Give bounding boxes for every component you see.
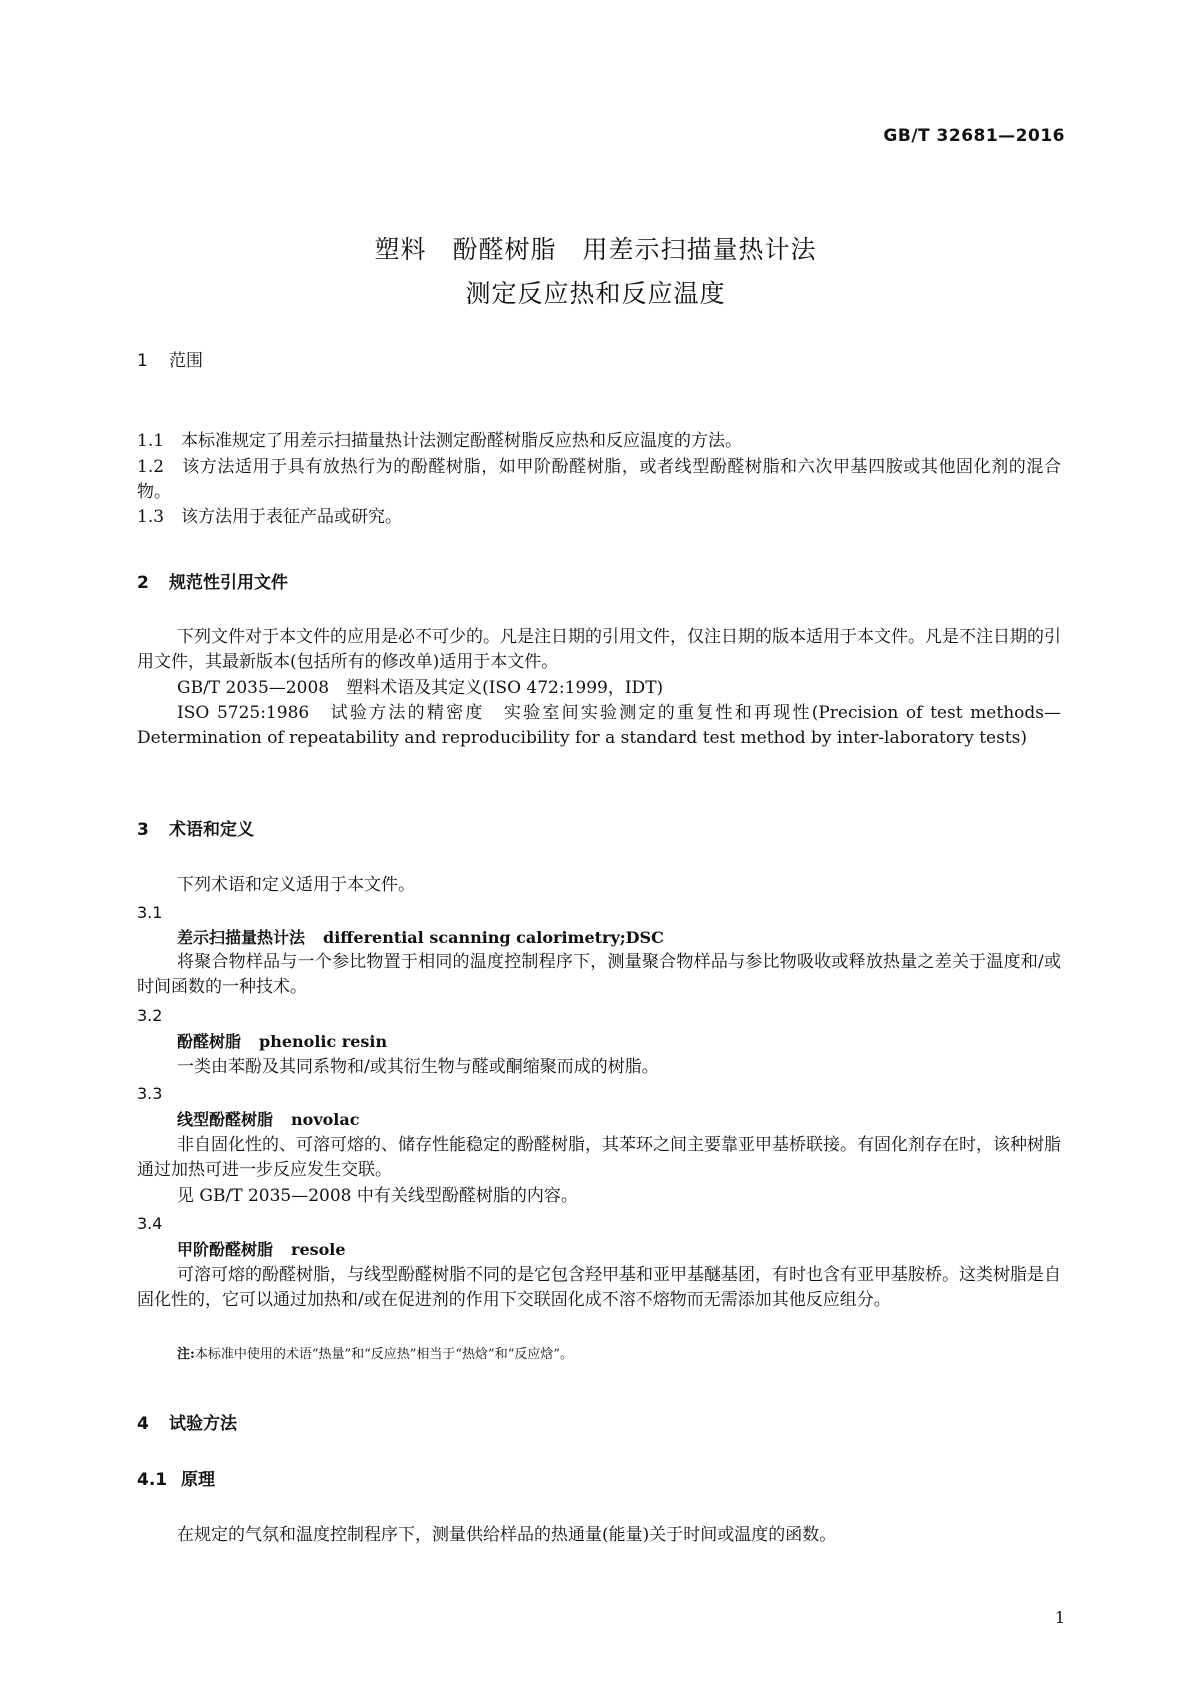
term-3-2 xyxy=(177,1029,387,1052)
term-3-3-number: 3.3 xyxy=(137,1084,163,1103)
section-2-heading xyxy=(137,568,288,593)
term-3-3-see-also: 见 GB/T 2035—2008 中有关线型酚醛树脂的内容。 xyxy=(177,1186,578,1206)
section-number: 4 xyxy=(137,1414,149,1434)
subsection-number: 4.1 xyxy=(137,1470,168,1490)
term-3-1-definition: 将聚合物样品与一个参比物置于相同的温度控制程序下，测量聚合物样品与参比物吸收或释放热量之差关于温度和/或时间函数的一种技术。 xyxy=(137,952,1061,997)
page-number: 1 xyxy=(1054,1608,1065,1627)
normative-reference-1: GB/T 2035—2008 塑料术语及其定义(ISO 472:1999，IDT) xyxy=(177,678,664,698)
section-3-heading xyxy=(137,815,254,840)
term-english: novolac xyxy=(291,1110,360,1129)
subsection-title: 原理 xyxy=(181,1470,215,1490)
clause-1-1: 1.1 本标准规定了用差示扫描量热计法测定酚醛树脂反应热和反应温度的方法。 xyxy=(137,431,743,451)
section-title: 规范性引用文件 xyxy=(169,573,288,593)
section-title: 试验方法 xyxy=(169,1414,237,1434)
normative-reference-2: ISO 5725:1986 试验方法的精密度 实验室间实验测定的重复性和再现性(Precision of test methods—Determination of repeatability and reproducibility for a standard test method by inter-laboratory tests) xyxy=(137,703,1061,748)
section-4-heading xyxy=(137,1409,237,1434)
term-english: phenolic resin xyxy=(259,1032,388,1051)
term-3-4-definition: 可溶可熔的酚醛树脂，与线型酚醛树脂不同的是它包含羟甲基和亚甲基醚基团，有时也含有亚甲基胺桥。这类树脂是自固化性的，它可以通过加热和/或在促进剂的作用下交联固化成不溶不熔物而无需添加其他反应组分。 xyxy=(137,1265,1061,1310)
term-3-2-number: 3.2 xyxy=(137,1006,163,1025)
note-text: 本标准中使用的术语“热量”和“反应热”相当于“热焓”和“反应焓”。 xyxy=(194,1347,573,1362)
section-number: 3 xyxy=(137,820,149,840)
term-note xyxy=(177,1343,573,1362)
standard-number: GB/T 32681—2016 xyxy=(883,126,1065,146)
section-1-heading xyxy=(137,346,203,371)
note-label: 注: xyxy=(177,1347,195,1362)
term-3-2-definition: 一类由苯酚及其同系物和/或其衍生物与醛或酮缩聚而成的树脂。 xyxy=(177,1057,659,1077)
principle-text: 在规定的气氛和温度控制程序下，测量供给样品的热通量(能量)关于时间或温度的函数。 xyxy=(177,1525,837,1545)
term-english: differential scanning calorimetry;DSC xyxy=(323,928,664,947)
subsection-4-1-heading xyxy=(137,1465,215,1490)
section-title: 范围 xyxy=(169,351,203,371)
term-3-1 xyxy=(177,925,664,948)
section-number: 2 xyxy=(137,573,149,593)
clause-1-2: 1.2 该方法适用于具有放热行为的酚醛树脂，如甲阶酚醛树脂，或者线型酚醛树脂和六次甲基四胺或其他固化剂的混合物。 xyxy=(137,457,1061,502)
document-title-line2: 测定反应热和反应温度 xyxy=(465,279,726,308)
section-3-intro: 下列术语和定义适用于本文件。 xyxy=(177,875,415,895)
term-chinese: 线型酚醛树脂 xyxy=(177,1110,274,1129)
term-3-4 xyxy=(177,1237,346,1260)
term-chinese: 酚醛树脂 xyxy=(177,1032,242,1051)
term-3-3-definition: 非自固化性的、可溶可熔的、储存性能稳定的酚醛树脂，其苯环之间主要靠亚甲基桥联接。有固化剂存在时，该种树脂通过加热可进一步反应发生交联。 xyxy=(137,1135,1061,1180)
term-chinese: 差示扫描量热计法 xyxy=(177,928,306,947)
section-2-intro: 下列文件对于本文件的应用是必不可少的。凡是注日期的引用文件，仅注日期的版本适用于本文件。凡是不注日期的引用文件，其最新版本(包括所有的修改单)适用于本文件。 xyxy=(137,627,1061,672)
term-english: resole xyxy=(291,1240,346,1259)
term-3-3 xyxy=(177,1107,359,1130)
section-number: 1 xyxy=(137,351,148,371)
section-title: 术语和定义 xyxy=(169,820,254,840)
term-3-4-number: 3.4 xyxy=(137,1214,163,1233)
term-3-1-number: 3.1 xyxy=(137,903,163,922)
clause-1-3: 1.3 该方法用于表征产品或研究。 xyxy=(137,507,403,527)
document-title-line1: 塑料 酚醛树脂 用差示扫描量热计法 xyxy=(374,235,817,264)
term-chinese: 甲阶酚醛树脂 xyxy=(177,1240,274,1259)
